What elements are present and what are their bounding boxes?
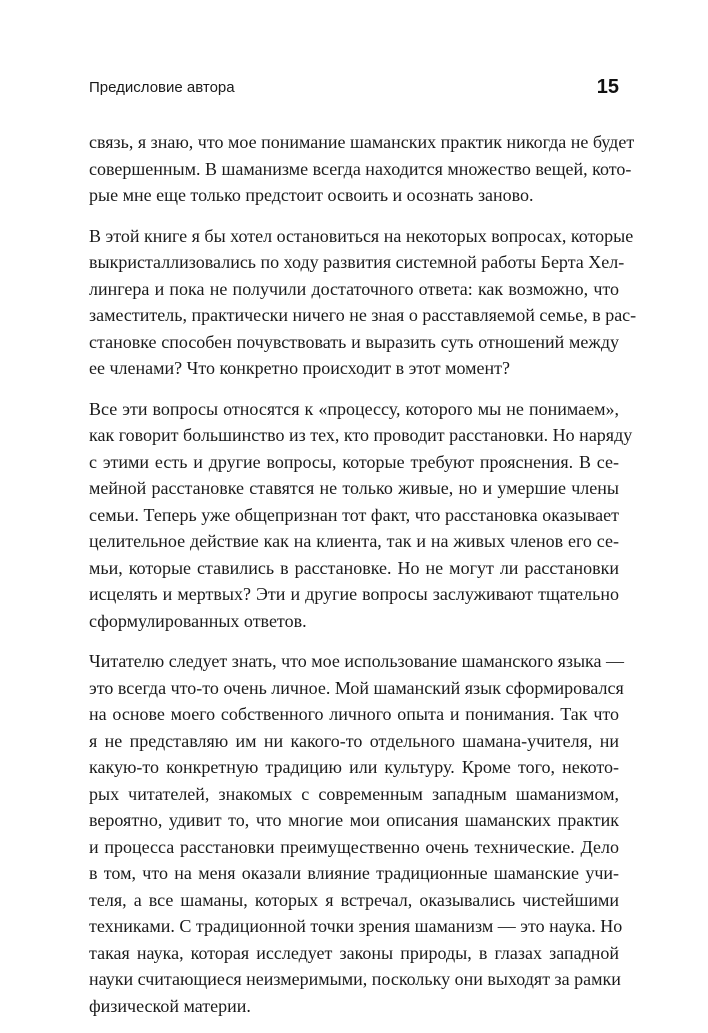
paragraph-2 xyxy=(89,223,637,382)
text-line: совершенным. В шаманизме всегда находится множество вещей, кото- xyxy=(89,158,632,179)
text-line: ее членами? Что конкретно происходит в этот момент? xyxy=(89,358,511,378)
text-line: В этой книге я бы хотел остановиться на некоторых вопросах, которые xyxy=(89,225,634,246)
text-line: Все эти вопросы относятся к «процессу, которого мы не понимаем», xyxy=(89,398,619,419)
text-line: лингера и пока не получили достаточного ответа: как возможно, что xyxy=(89,278,619,299)
text-line: целительное действие как на клиента, так и на живых членов его се- xyxy=(89,531,619,551)
paragraph-3 xyxy=(89,396,633,635)
text-line: рых читателей, знакомых с современным западным шаманизмом, xyxy=(89,783,619,804)
text-line: какую-то конкретную традицию или культуру. Кроме того, некото- xyxy=(89,757,619,777)
text-line: сформулированных ответов. xyxy=(89,610,307,631)
text-line: исцелять и мертвых? Эти и другие вопросы заслуживают тщательно xyxy=(89,584,619,604)
text-line: Читателю следует знать, что мое использование шаманского языка — xyxy=(89,651,625,671)
paragraph-1 xyxy=(89,129,635,209)
text-line: физической материи. xyxy=(89,995,251,1016)
running-head: Предисловие автора xyxy=(89,79,235,96)
text-line: мейной расстановке ставятся не только живые, но и умершие члены xyxy=(89,478,619,498)
text-line: вероятно, удивит то, что многие мои описания шаманских практик xyxy=(89,810,619,830)
page-header xyxy=(89,76,619,100)
paragraph-4 xyxy=(89,648,625,1019)
text-line: такая наука, которая исследует законы природы, в глазах западной xyxy=(89,942,619,963)
text-line: в том, что на меня оказали влияние традиционные шаманские учи- xyxy=(89,863,619,883)
text-line: рые мне еще только предстоит освоить и осознать заново. xyxy=(89,185,534,205)
text-line: заместитель, практически ничего не зная о расставляемой семье, в рас- xyxy=(89,305,637,325)
text-line: я не представляю им ни какого-то отдельного шамана-учителя, ни xyxy=(89,730,619,751)
text-line: на основе моего собственного личного опыта и понимания. Так что xyxy=(89,704,619,724)
text-line: связь, я знаю, что мое понимание шаманских практик никогда не будет xyxy=(89,132,635,152)
text-line: с этими есть и другие вопросы, которые требуют прояснения. В се- xyxy=(89,451,619,472)
text-line: техниками. С традиционной точки зрения шаманизм — это наука. Но xyxy=(89,916,623,936)
text-line: как говорит большинство из тех, кто проводит расстановки. Но наряду xyxy=(89,425,633,445)
text-line: теля, а все шаманы, которых я встречал, оказывались чистейшими xyxy=(89,889,619,910)
text-line: мьи, которые ставились в расстановке. Но не могут ли расстановки xyxy=(89,557,619,578)
text-line: и процесса расстановки преимущественно очень технические. Дело xyxy=(89,836,619,857)
text-line: это всегда что-то очень личное. Мой шаманский язык сформировался xyxy=(89,677,624,698)
text-line: семьи. Теперь уже общепризнан тот факт, что расстановка оказывает xyxy=(89,504,619,525)
body-text xyxy=(89,129,637,1033)
text-line: выкристаллизовались по ходу развития системной работы Берта Хел- xyxy=(89,252,625,272)
text-line: становке способен почувствовать и выразить суть отношений между xyxy=(89,331,619,352)
text-line: науки считающиеся неизмеримыми, поскольку они выходят за рамки xyxy=(89,969,621,989)
page-number: 15 xyxy=(596,76,619,98)
